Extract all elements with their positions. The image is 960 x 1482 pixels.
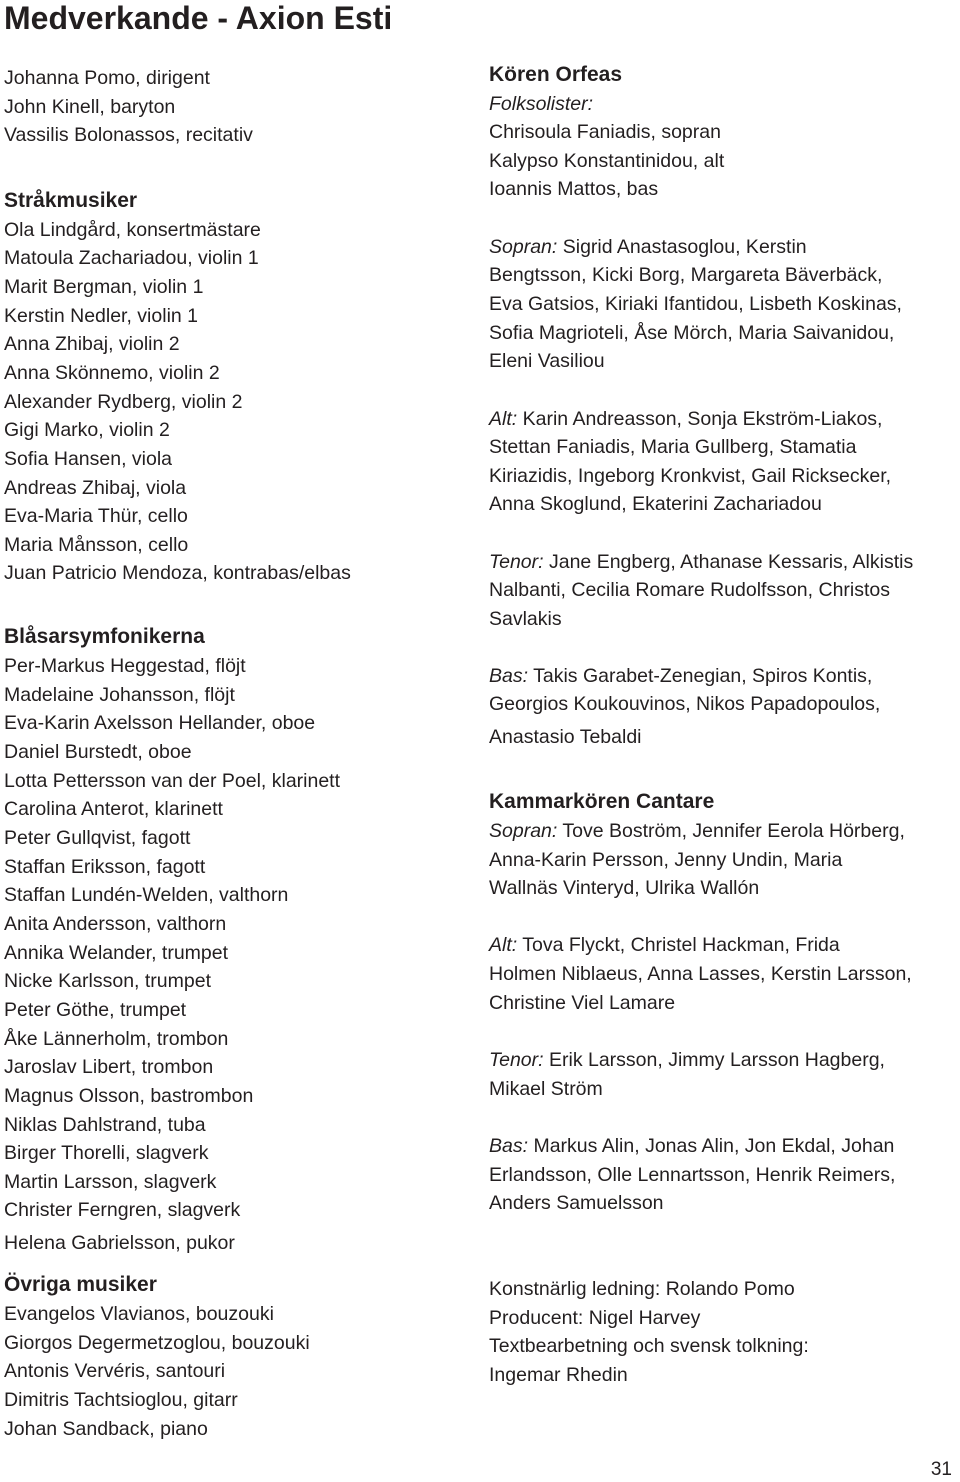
member-line: Andreas Zhibaj, viola bbox=[4, 477, 187, 499]
soloist-line: Johanna Pomo, dirigent bbox=[4, 67, 210, 89]
member-line: Per-Markus Heggestad, flöjt bbox=[4, 655, 246, 677]
voice-text: Karin Andreasson, Sonja Ekström-Liakos, bbox=[517, 408, 883, 430]
member-line: Kerstin Nedler, violin 1 bbox=[4, 305, 199, 327]
member-line: Giorgos Degermetzoglou, bouzouki bbox=[4, 1332, 310, 1354]
member-line: Juan Patricio Mendoza, kontrabas/elbas bbox=[4, 562, 351, 584]
voice-line: Kiriazidis, Ingeborg Kronkvist, Gail Ricksecker, bbox=[489, 465, 892, 487]
member-line: Eva-Maria Thür, cello bbox=[4, 505, 188, 527]
member-line: Anna Skönnemo, violin 2 bbox=[4, 362, 220, 384]
voice-line: Savlakis bbox=[489, 608, 562, 630]
voice-line: Sofia Magrioteli, Åse Mörch, Maria Saivanidou, bbox=[489, 322, 895, 344]
member-line: Birger Thorelli, slagverk bbox=[4, 1142, 209, 1164]
voice-label: Bas: bbox=[489, 665, 529, 687]
voice-line: Bengtsson, Kicki Borg, Margareta Bäverbäck, bbox=[489, 264, 883, 286]
member-line: Staffan Lundén-Welden, valthorn bbox=[4, 884, 289, 906]
member-line: Åke Lännerholm, trombon bbox=[4, 1028, 229, 1050]
member-line: Ioannis Mattos, bas bbox=[489, 178, 659, 200]
voice-text: Erik Larsson, Jimmy Larsson Hagberg, bbox=[543, 1049, 885, 1071]
member-line: Kalypso Konstantinidou, alt bbox=[489, 150, 725, 172]
voice-line: Holmen Niblaeus, Anna Lasses, Kerstin Larsson, bbox=[489, 963, 912, 985]
voice-text: Markus Alin, Jonas Alin, Jon Ekdal, Johan bbox=[528, 1135, 895, 1157]
soloist-line: Vassilis Bolonassos, recitativ bbox=[4, 124, 253, 146]
voice-line bbox=[489, 550, 913, 574]
member-line: Chrisoula Faniadis, sopran bbox=[489, 121, 721, 143]
voice-line bbox=[489, 235, 807, 259]
page-title: Medverkande - Axion Esti bbox=[4, 0, 393, 36]
voice-text: Tove Boström, Jennifer Eerola Hörberg, bbox=[557, 820, 905, 842]
voice-line: Mikael Ström bbox=[489, 1078, 603, 1100]
voice-line: Erlandsson, Olle Lennartsson, Henrik Reimers, bbox=[489, 1164, 896, 1186]
voice-line: Anastasio Tebaldi bbox=[489, 726, 642, 748]
member-line: Magnus Olsson, bastrombon bbox=[4, 1085, 254, 1107]
voice-text: Jane Engberg, Athanase Kessaris, Alkistis bbox=[543, 551, 914, 573]
soloist-line: John Kinell, baryton bbox=[4, 96, 176, 118]
member-line: Madelaine Johansson, flöjt bbox=[4, 684, 235, 706]
section-heading-winds: Blåsarsymfonikerna bbox=[4, 625, 205, 648]
member-line: Matoula Zachariadou, violin 1 bbox=[4, 247, 259, 269]
credit-line: Producent: Nigel Harvey bbox=[489, 1307, 701, 1329]
member-line: Niklas Dahlstrand, tuba bbox=[4, 1114, 206, 1136]
member-line: Antonis Vervéris, santouri bbox=[4, 1360, 226, 1382]
voice-line bbox=[489, 1134, 894, 1158]
voice-line: Nalbanti, Cecilia Romare Rudolfsson, Christos bbox=[489, 579, 890, 601]
member-line: Alexander Rydberg, violin 2 bbox=[4, 391, 243, 413]
page-number: 31 bbox=[930, 1459, 952, 1480]
voice-line: Anna-Karin Persson, Jenny Undin, Maria bbox=[489, 849, 843, 871]
voice-label: Alt: bbox=[489, 934, 518, 956]
voice-line bbox=[489, 407, 882, 431]
member-line: Nicke Karlsson, trumpet bbox=[4, 970, 211, 992]
member-line: Carolina Anterot, klarinett bbox=[4, 798, 223, 820]
member-line: Staffan Eriksson, fagott bbox=[4, 856, 206, 878]
voice-label: Bas: bbox=[489, 1135, 529, 1157]
voice-label: Alt: bbox=[489, 408, 518, 430]
voice-text: Takis Garabet-Zenegian, Spiros Kontis, bbox=[528, 665, 873, 687]
member-line: Daniel Burstedt, oboe bbox=[4, 741, 192, 763]
member-line: Sofia Hansen, viola bbox=[4, 448, 173, 470]
voice-label: Tenor: bbox=[489, 1049, 544, 1071]
member-line: Dimitris Tachtsioglou, gitarr bbox=[4, 1389, 238, 1411]
voice-text: Tova Flyckt, Christel Hackman, Frida bbox=[517, 934, 840, 956]
section-heading-cantare: Kammarkören Cantare bbox=[489, 790, 715, 813]
section-heading-strings: Stråkmusiker bbox=[4, 189, 138, 212]
voice-line: Anders Samuelsson bbox=[489, 1192, 664, 1214]
voice-line: Anna Skoglund, Ekaterini Zachariadou bbox=[489, 493, 822, 515]
voice-text: Sigrid Anastasoglou, Kerstin bbox=[557, 236, 807, 258]
member-line: Eva-Karin Axelsson Hellander, oboe bbox=[4, 712, 316, 734]
member-line: Marit Bergman, violin 1 bbox=[4, 276, 204, 298]
voice-line bbox=[489, 664, 872, 688]
member-line: Gigi Marko, violin 2 bbox=[4, 419, 170, 441]
voice-label: Tenor: bbox=[489, 551, 544, 573]
voice-line: Georgios Koukouvinos, Nikos Papadopoulos, bbox=[489, 693, 881, 715]
voice-line: Wallnäs Vinteryd, Ulrika Wallón bbox=[489, 877, 760, 899]
voice-label: Sopran: bbox=[489, 236, 558, 258]
credit-line: Textbearbetning och svensk tolkning: bbox=[489, 1335, 809, 1357]
member-line: Christer Ferngren, slagverk bbox=[4, 1199, 241, 1221]
voice-label: Sopran: bbox=[489, 820, 558, 842]
member-line: Ola Lindgård, konsertmästare bbox=[4, 219, 261, 241]
member-line: Anna Zhibaj, violin 2 bbox=[4, 333, 180, 355]
member-line: Martin Larsson, slagverk bbox=[4, 1171, 217, 1193]
voice-line: Eva Gatsios, Kiriaki Ifantidou, Lisbeth Koskinas, bbox=[489, 293, 902, 315]
voice-line: Eleni Vasiliou bbox=[489, 350, 605, 372]
voice-line: Christine Viel Lamare bbox=[489, 992, 676, 1014]
member-line: Anita Andersson, valthorn bbox=[4, 913, 227, 935]
member-line: Helena Gabrielsson, pukor bbox=[4, 1232, 235, 1254]
voice-line bbox=[489, 1048, 885, 1072]
section-heading-other: Övriga musiker bbox=[4, 1273, 157, 1296]
voice-line: Stettan Faniadis, Maria Gullberg, Stamatia bbox=[489, 436, 857, 458]
member-line: Peter Gullqvist, fagott bbox=[4, 827, 191, 849]
member-line: Lotta Pettersson van der Poel, klarinett bbox=[4, 770, 341, 792]
member-line: Annika Welander, trumpet bbox=[4, 942, 229, 964]
section-heading-orfeas: Kören Orfeas bbox=[489, 63, 623, 86]
voice-line bbox=[489, 819, 905, 843]
member-line: Johan Sandback, piano bbox=[4, 1418, 208, 1440]
folksolists-label: Folksolister: bbox=[489, 93, 594, 115]
credit-line: Konstnärlig ledning: Rolando Pomo bbox=[489, 1278, 795, 1300]
member-line: Jaroslav Libert, trombon bbox=[4, 1056, 214, 1078]
member-line: Peter Göthe, trumpet bbox=[4, 999, 187, 1021]
member-line: Maria Månsson, cello bbox=[4, 534, 189, 556]
credit-line: Ingemar Rhedin bbox=[489, 1364, 628, 1386]
voice-line bbox=[489, 933, 840, 957]
member-line: Evangelos Vlavianos, bouzouki bbox=[4, 1303, 274, 1325]
